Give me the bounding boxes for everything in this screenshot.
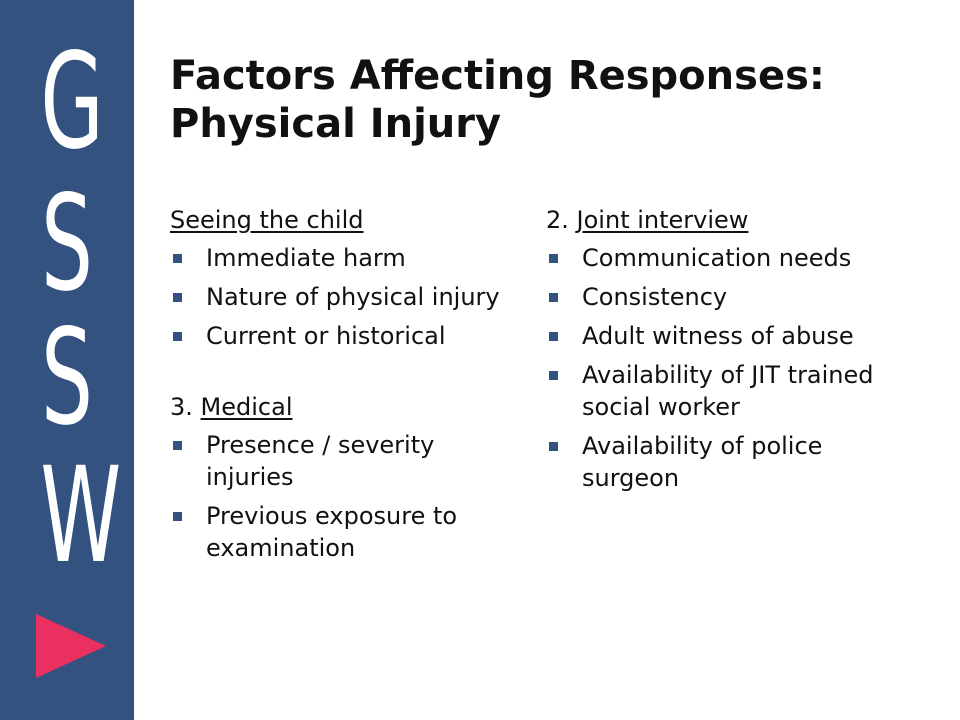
list-item (170, 281, 510, 313)
section-title: Seeing the child (170, 206, 364, 234)
list-item (546, 430, 926, 494)
square-bullet-icon (549, 293, 558, 302)
list-item (170, 429, 510, 493)
list-item (546, 281, 926, 313)
square-bullet-icon (549, 332, 558, 341)
section-spacer (170, 359, 510, 391)
brand-letter-g: G (40, 25, 104, 179)
list-item (170, 242, 510, 274)
list-item (170, 320, 510, 352)
square-bullet-icon (173, 254, 182, 263)
list-item-text: Nature of physical injury (206, 283, 500, 311)
square-bullet-icon (549, 371, 558, 380)
square-bullet-icon (549, 442, 558, 451)
joint-interview-list (546, 242, 926, 494)
square-bullet-icon (549, 254, 558, 263)
square-bullet-icon (173, 441, 182, 450)
brand-letter-w: W (40, 439, 122, 593)
list-item-text: Current or historical (206, 322, 446, 350)
list-item (170, 500, 510, 564)
list-item-text: Availability of JIT trained social worker (582, 361, 874, 421)
section-number: 2. (546, 206, 569, 234)
list-item-text: Immediate harm (206, 244, 406, 272)
list-item (546, 359, 926, 423)
slide-title (170, 52, 930, 148)
play-icon (36, 614, 106, 678)
list-item (546, 320, 926, 352)
title-line-2: Physical Injury (170, 101, 502, 147)
section-heading-medical (170, 391, 510, 423)
list-item-text: Previous exposure to examination (206, 502, 458, 562)
list-item-text: Consistency (582, 283, 728, 311)
left-column (170, 204, 510, 571)
square-bullet-icon (173, 512, 182, 521)
section-heading-seeing-child (170, 204, 510, 236)
list-item-text: Adult witness of abuse (582, 322, 854, 350)
medical-list (170, 429, 510, 564)
list-item (546, 242, 926, 274)
title-line-1: Factors Affecting Responses: (170, 53, 825, 99)
list-item-text: Communication needs (582, 244, 852, 272)
brand-letter-s: S (41, 167, 93, 321)
section-title: Medical (200, 393, 293, 421)
brand-letter-s-second: S (41, 301, 93, 455)
section-heading-joint-interview (546, 204, 926, 236)
square-bullet-icon (173, 293, 182, 302)
right-column (546, 204, 926, 501)
section-title: Joint interview (576, 206, 749, 234)
section-number: 3. (170, 393, 193, 421)
seeing-child-list (170, 242, 510, 352)
list-item-text: Availability of police surgeon (582, 432, 823, 492)
brand-sidebar (0, 0, 134, 720)
list-item-text: Presence / severity injuries (206, 431, 435, 491)
square-bullet-icon (173, 332, 182, 341)
